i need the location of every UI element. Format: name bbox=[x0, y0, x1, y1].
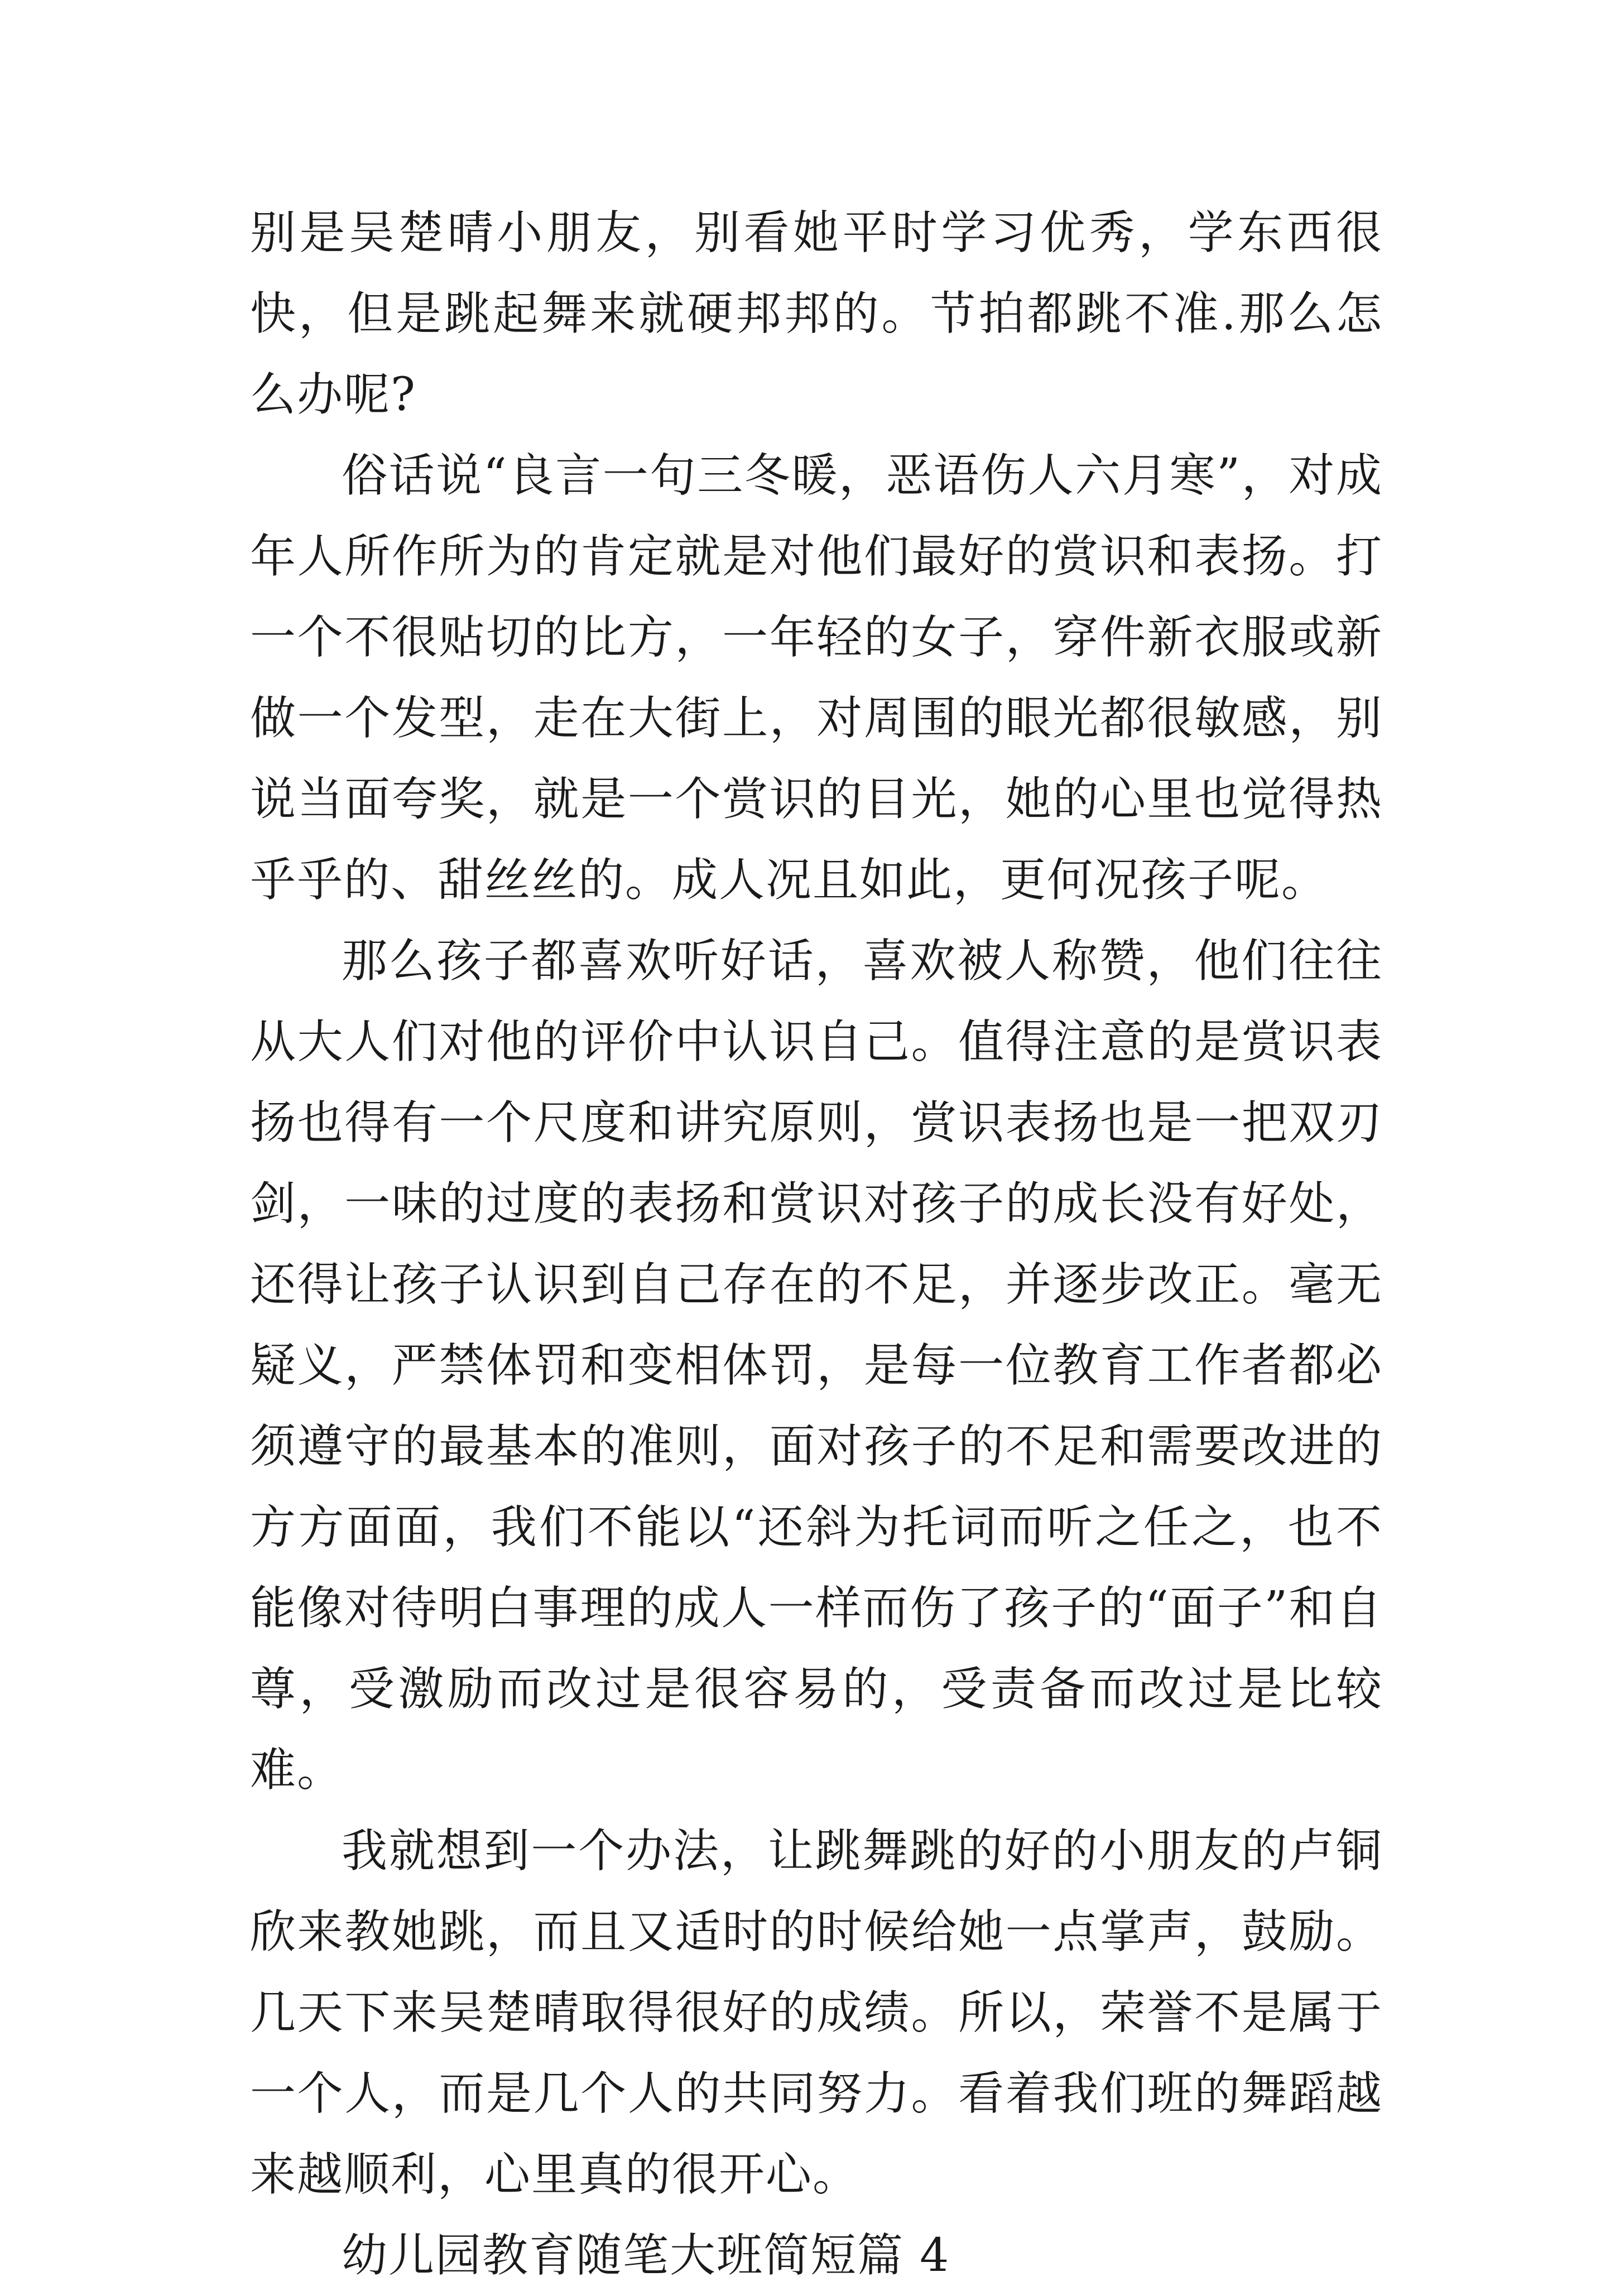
paragraph-continuation: 别是吴楚晴小朋友，别看她平时学习优秀，学东西很快，但是跳起舞来就硬邦邦的。节拍都跳不准.那么怎么办呢? bbox=[250, 206, 1383, 421]
section-heading: 幼儿园教育随笔大班简短篇 4 bbox=[342, 2229, 950, 2282]
paragraph-praise-principle: 那么孩子都喜欢听好话，喜欢被人称赞，他们往往从大人们对他的评价中认识自己。值得注意的是赏识表扬也得有一个尺度和讲究原则，赏识表扬也是一把双刃剑，一味的过度的表扬和赏识对孩子的成长没有好处，还得让孩子认识到自己存在的不足，并逐步改正。毫无疑义，严禁体罚和变相体罚，是每一位教育工作者都必须遵守的最基本的准则，面对孩子的不足和需要改进的方方面面，我们不能以“还斜为托词而听之任之，也不能像对待明白事理的成人一样而伤了孩子的“面子”和自尊，受激励而改过是很容易的，受责备而改过是比较难。 bbox=[250, 935, 1383, 1797]
paragraph-praise-proverb: 俗话说“良言一句三冬暖，恶语伤人六月寒”，对成年人所作所为的肯定就是对他们最好的赏识和表扬。打一个不很贴切的比方，一年轻的女子，穿件新衣服或新做一个发型，走在大街上，对周围的眼光都很敏感，别说当面夸奖，就是一个赏识的目光，她的心里也觉得热乎乎的、甜丝丝的。成人况且如此，更何况孩子呢。 bbox=[250, 449, 1383, 907]
document-body bbox=[250, 192, 1383, 2296]
paragraph-solution: 我就想到一个办法，让跳舞跳的好的小朋友的卢铜欣来教她跳，而且又适时的时候给她一点掌声，鼓励。几天下来吴楚晴取得很好的成绩。所以，荣誉不是属于一个人，而是几个人的共同努力。看着我们班的舞蹈越来越顺利，心里真的很开心。 bbox=[250, 1825, 1383, 2201]
